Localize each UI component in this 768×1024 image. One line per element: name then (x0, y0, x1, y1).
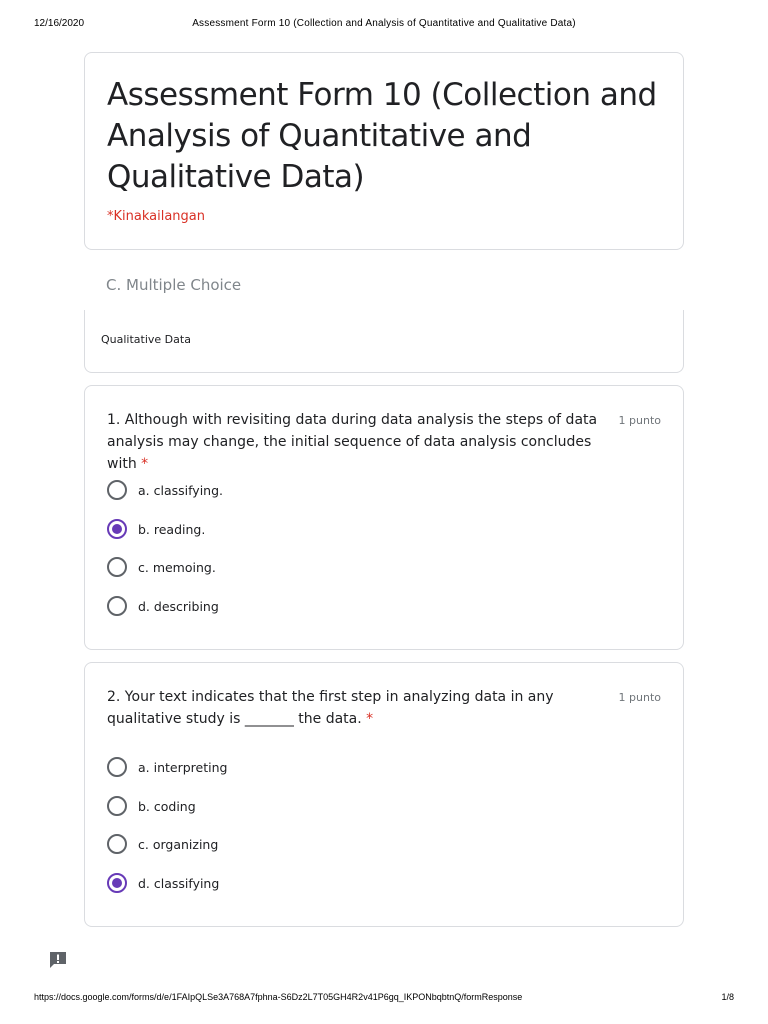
option-radio[interactable] (107, 756, 507, 778)
print-footer (34, 992, 734, 1006)
section-title: C. Multiple Choice (106, 276, 242, 294)
radio-checked-icon[interactable] (107, 873, 127, 893)
print-date: 12/16/2020 (34, 18, 85, 29)
print-header (34, 18, 734, 32)
option-label: a. interpreting (138, 759, 228, 775)
form-title: Assessment Form 10 (Collection and Analysis of Quantitative and Qualitative Data) (107, 77, 657, 195)
option-radio[interactable] (107, 556, 507, 578)
option-radio[interactable] (107, 833, 507, 855)
option-radio[interactable] (107, 518, 507, 540)
radio-unchecked-icon[interactable] (107, 596, 127, 616)
option-label: c. organizing (138, 836, 219, 852)
option-radio[interactable] (107, 795, 507, 817)
report-abuse-icon[interactable] (48, 950, 68, 970)
required-mark: * (141, 456, 149, 472)
print-document-title: Assessment Form 10 (Collection and Analysis of Quantitative and Qualitative Data) (192, 18, 576, 29)
radio-checked-icon[interactable] (107, 519, 127, 539)
required-note: *Kinakailangan (107, 209, 205, 224)
question-text (107, 686, 612, 730)
option-label: b. coding (138, 798, 196, 814)
option-label: d. classifying (138, 875, 220, 891)
page-number: 1/8 (721, 992, 734, 1002)
radio-unchecked-icon[interactable] (107, 834, 127, 854)
radio-unchecked-icon[interactable] (107, 757, 127, 777)
section-description-card (84, 310, 684, 373)
question-card-2 (84, 662, 684, 927)
option-label: d. describing (138, 598, 219, 614)
option-radio[interactable] (107, 872, 507, 894)
section-description: Qualitative Data (101, 333, 191, 346)
question-card-1 (84, 385, 684, 650)
question-points: 1 punto (618, 691, 661, 704)
question-text (107, 409, 612, 475)
option-label: b. reading. (138, 521, 206, 537)
required-mark: * (366, 711, 374, 727)
radio-unchecked-icon[interactable] (107, 796, 127, 816)
option-radio[interactable] (107, 595, 507, 617)
radio-unchecked-icon[interactable] (107, 480, 127, 500)
question-text-content: 2. Your text indicates that the first step in analyzing data in any qualitative study is _______ the data. (107, 689, 554, 727)
form-title-card (84, 52, 684, 250)
option-label: a. classifying. (138, 482, 223, 498)
option-label: c. memoing. (138, 559, 216, 575)
question-text-content: 1. Although with revisiting data during data analysis the steps of data analysis may change, the initial sequence of data analysis concludes with (107, 412, 598, 472)
question-points: 1 punto (618, 414, 661, 427)
print-url: https://docs.google.com/forms/d/e/1FAIpQLSe3A768A7fphna-S6Dz2L7T05GH4R2v41P6gq_IKPONbqbtnQ/formResponse (34, 992, 523, 1002)
option-radio[interactable] (107, 479, 507, 501)
radio-unchecked-icon[interactable] (107, 557, 127, 577)
